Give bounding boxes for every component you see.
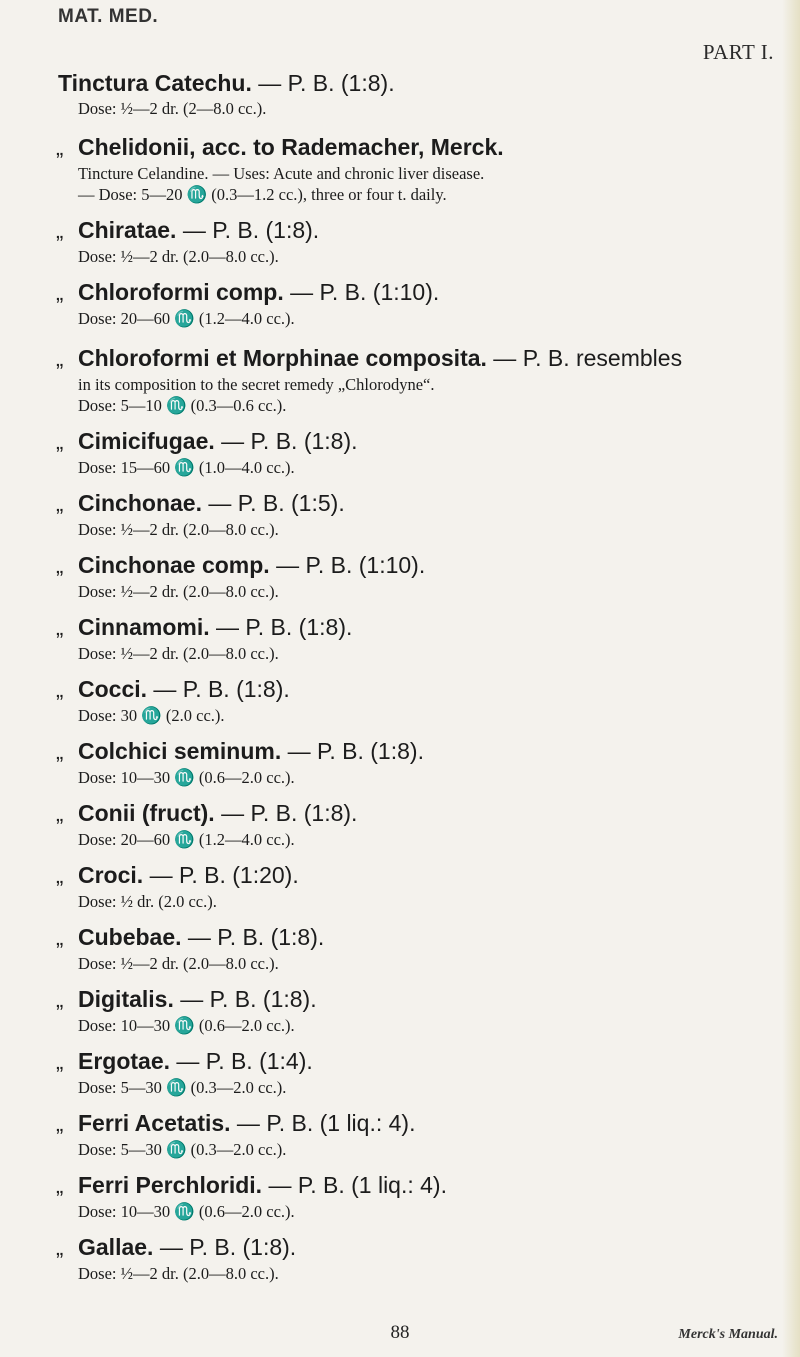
entry-reference: — P. B. (1:8). bbox=[176, 217, 320, 243]
description-line: in its composition to the secret remedy „Chlorodyne“. bbox=[78, 375, 435, 394]
entry-name: Ferri Perchloridi. bbox=[78, 1172, 263, 1198]
tincture-entry bbox=[58, 426, 788, 478]
ditto-mark: „ bbox=[56, 1111, 64, 1136]
ditto-mark: „ bbox=[56, 739, 64, 764]
footer-brand: Merck's Manual. bbox=[678, 1327, 778, 1342]
entry-reference: — P. B. (1 liq.: 4). bbox=[262, 1172, 447, 1198]
tincture-entry bbox=[58, 1170, 788, 1222]
tincture-entry bbox=[58, 736, 788, 788]
tincture-entry bbox=[58, 984, 788, 1036]
entry-title bbox=[58, 860, 788, 891]
ditto-mark: „ bbox=[56, 615, 64, 640]
dose-line: Dose: 10—30 ♏ (0.6—2.0 cc.). bbox=[78, 1016, 295, 1035]
entry-title bbox=[58, 922, 788, 953]
tincture-entry bbox=[58, 1046, 788, 1098]
ditto-mark: „ bbox=[56, 218, 64, 243]
tincture-entry bbox=[58, 674, 788, 726]
entry-name: Colchici seminum. bbox=[78, 738, 282, 764]
tincture-entry bbox=[58, 1108, 788, 1160]
entry-reference: — P. B. (1 liq.: 4). bbox=[230, 1110, 416, 1136]
dose-line: Dose: 10—30 ♏ (0.6—2.0 cc.). bbox=[78, 768, 295, 787]
tincture-entry bbox=[58, 1232, 788, 1284]
entry-title bbox=[58, 674, 788, 705]
entry-name: Tinctura Catechu. bbox=[58, 70, 252, 96]
ditto-mark: „ bbox=[56, 801, 64, 826]
ditto-mark: „ bbox=[56, 135, 64, 160]
ditto-mark: „ bbox=[56, 346, 64, 371]
dose-line: Dose: ½—2 dr. (2—8.0 cc.). bbox=[78, 99, 267, 118]
entry-reference: — P. B. (1:8). bbox=[209, 614, 353, 640]
entry-title bbox=[58, 215, 788, 246]
dose-line: — Dose: 5—20 ♏ (0.3—1.2 cc.), three or four t. daily. bbox=[78, 185, 447, 204]
tincture-entry-list bbox=[58, 58, 788, 1284]
ditto-mark: „ bbox=[56, 987, 64, 1012]
ditto-mark: „ bbox=[56, 677, 64, 702]
entry-name: Ferri Acetatis. bbox=[78, 1110, 231, 1136]
entry-title bbox=[58, 1046, 788, 1077]
entry-name: Croci. bbox=[78, 862, 144, 888]
ditto-mark: „ bbox=[56, 925, 64, 950]
entry-title bbox=[58, 343, 788, 374]
tincture-entry bbox=[58, 68, 788, 119]
dose-line: Dose: 5—10 ♏ (0.3—0.6 cc.). bbox=[78, 396, 287, 415]
entry-name: Ergotae. bbox=[78, 1048, 171, 1074]
tincture-entry bbox=[58, 343, 788, 416]
ditto-mark: „ bbox=[56, 1173, 64, 1198]
entry-reference: — P. B. (1:8). bbox=[214, 428, 358, 454]
entry-reference: — P. B. (1:8). bbox=[173, 986, 317, 1012]
dose-line: Dose: ½—2 dr. (2.0—8.0 cc.). bbox=[78, 582, 279, 601]
entry-title bbox=[58, 550, 788, 581]
dose-line: Dose: ½ dr. (2.0 cc.). bbox=[78, 892, 217, 911]
entry-reference: — P. B. (1:8). bbox=[214, 800, 358, 826]
entry-title bbox=[58, 798, 788, 829]
entry-name: Conii (fruct). bbox=[78, 800, 215, 826]
entry-reference: — P. B. (1:4). bbox=[170, 1048, 313, 1074]
entry-name: Digitalis. bbox=[78, 986, 174, 1012]
entry-name: Cinnamomi. bbox=[78, 614, 210, 640]
entry-name: Cinchonae comp. bbox=[78, 552, 270, 578]
tincture-entry bbox=[58, 798, 788, 850]
entry-title bbox=[58, 132, 788, 163]
entry-title bbox=[58, 488, 788, 519]
page-edge-shadow bbox=[782, 0, 800, 1357]
tincture-entry bbox=[58, 277, 788, 329]
entry-reference: — P. B. (1:8). bbox=[153, 1234, 297, 1260]
entry-name: Chiratae. bbox=[78, 217, 177, 243]
entry-reference: — P. B. (1:20). bbox=[143, 862, 299, 888]
dose-line: Dose: 5—30 ♏ (0.3—2.0 cc.). bbox=[78, 1078, 287, 1097]
ditto-mark: „ bbox=[56, 280, 64, 305]
tincture-entry bbox=[58, 550, 788, 602]
entry-reference: — P. B. (1:5). bbox=[201, 490, 345, 516]
ditto-mark: „ bbox=[56, 863, 64, 888]
entry-name: Chloroformi et Morphinae composita. bbox=[78, 345, 487, 371]
ditto-mark: „ bbox=[56, 553, 64, 578]
dose-line: Dose: ½—2 dr. (2.0—8.0 cc.). bbox=[78, 520, 279, 539]
entry-name: Cocci. bbox=[78, 676, 148, 702]
entry-name: Cimicifugae. bbox=[78, 428, 215, 454]
entry-title bbox=[58, 426, 788, 457]
ditto-mark: „ bbox=[56, 491, 64, 516]
dose-line: Dose: 20—60 ♏ (1.2—4.0 cc.). bbox=[78, 830, 295, 849]
entry-name: Chelidonii, acc. to Rademacher, Merck. bbox=[78, 134, 504, 160]
dose-line: Dose: ½—2 dr. (2.0—8.0 cc.). bbox=[78, 247, 279, 266]
running-head-left: MAT. MED. bbox=[58, 6, 159, 27]
tincture-entry bbox=[58, 860, 788, 912]
dose-line: Dose: 15—60 ♏ (1.0—4.0 cc.). bbox=[78, 458, 295, 477]
entry-title bbox=[58, 1232, 788, 1263]
running-head-right: PART I. bbox=[702, 40, 774, 64]
page-number: 88 bbox=[390, 1322, 410, 1343]
entry-reference: — P. B. resembles bbox=[486, 345, 683, 371]
ditto-mark: „ bbox=[56, 429, 64, 454]
entry-name: Gallae. bbox=[78, 1234, 154, 1260]
entry-name: Cubebae. bbox=[78, 924, 182, 950]
entry-title bbox=[58, 1170, 788, 1201]
tincture-entry bbox=[58, 612, 788, 664]
dose-line: Dose: 5—30 ♏ (0.3—2.0 cc.). bbox=[78, 1140, 287, 1159]
entry-reference: — P. B. (1:10). bbox=[283, 279, 440, 305]
description-line: Tincture Celandine. — Uses: Acute and chronic liver disease. bbox=[78, 164, 485, 183]
dose-line: Dose: ½—2 dr. (2.0—8.0 cc.). bbox=[78, 644, 279, 663]
entry-title bbox=[58, 68, 788, 98]
entry-reference: — P. B. (1:8). bbox=[181, 924, 325, 950]
dose-line: Dose: 10—30 ♏ (0.6—2.0 cc.). bbox=[78, 1202, 295, 1221]
dose-line: Dose: 20—60 ♏ (1.2—4.0 cc.). bbox=[78, 309, 295, 328]
entry-reference: — P. B. (1:8). bbox=[281, 738, 424, 764]
entry-title bbox=[58, 1108, 788, 1139]
tincture-entry bbox=[58, 922, 788, 974]
ditto-mark: „ bbox=[56, 1049, 64, 1074]
entry-reference: — P. B. (1:8). bbox=[147, 676, 290, 702]
entry-reference: — P. B. (1:10). bbox=[269, 552, 426, 578]
tincture-entry bbox=[58, 215, 788, 267]
tincture-entry bbox=[58, 488, 788, 540]
entry-reference: — P. B. (1:8). bbox=[251, 70, 395, 96]
entry-title bbox=[58, 736, 788, 767]
entry-title bbox=[58, 984, 788, 1015]
ditto-mark: „ bbox=[56, 1235, 64, 1260]
entry-name: Cinchonae. bbox=[78, 490, 202, 516]
dose-line: Dose: ½—2 dr. (2.0—8.0 cc.). bbox=[78, 1264, 279, 1283]
dose-line: Dose: ½—2 dr. (2.0—8.0 cc.). bbox=[78, 954, 279, 973]
tincture-entry bbox=[58, 132, 788, 205]
dose-line: Dose: 30 ♏ (2.0 cc.). bbox=[78, 706, 225, 725]
entry-name: Chloroformi comp. bbox=[78, 279, 284, 305]
entry-title bbox=[58, 612, 788, 643]
entry-title bbox=[58, 277, 788, 308]
